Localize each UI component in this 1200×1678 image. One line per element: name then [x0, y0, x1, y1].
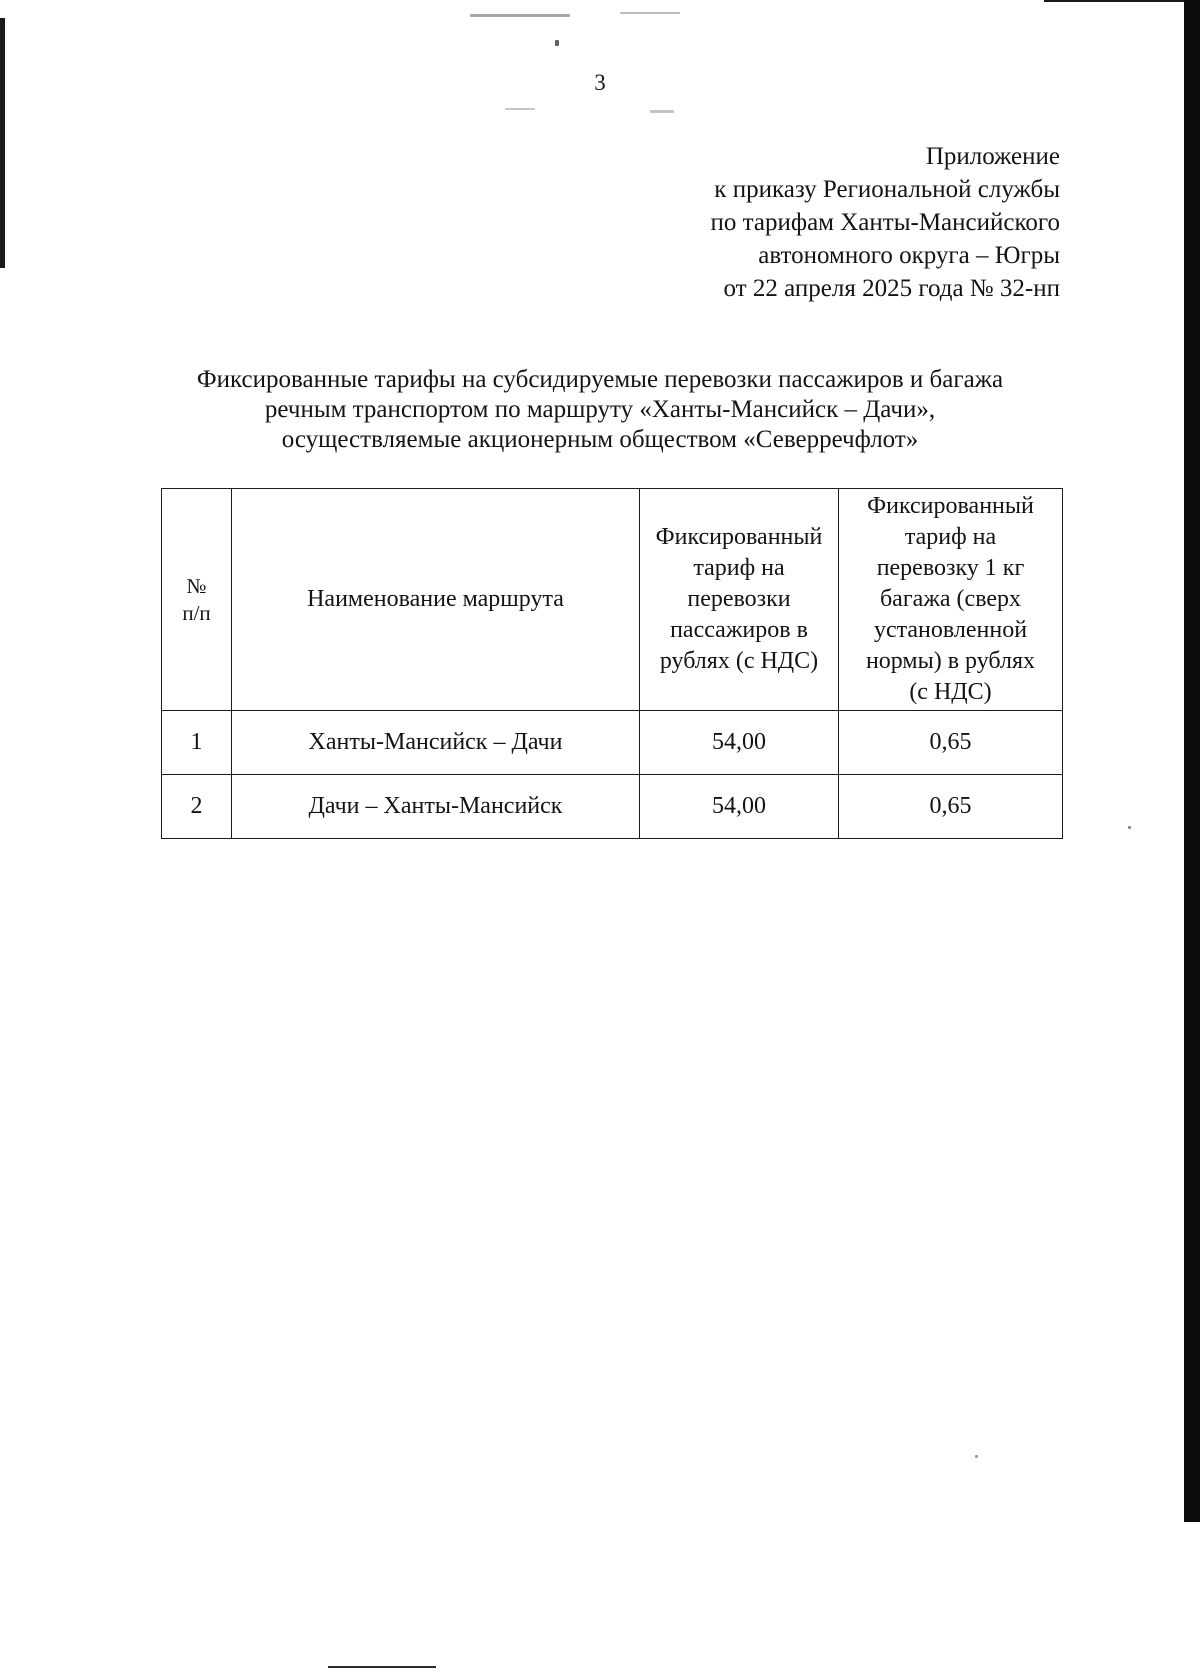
scan-edge-left: [0, 18, 5, 268]
scan-speck: [620, 12, 680, 14]
cell-passenger-tariff: 54,00: [640, 775, 839, 839]
cell-number: 2: [162, 775, 232, 839]
scan-edge-right: [1184, 0, 1200, 1522]
header-number: № п/п: [162, 489, 232, 711]
title-line: Фиксированные тарифы на субсидируемые перевозки пассажиров и багажа: [196, 366, 1004, 393]
appendix-line: автономного округа – Югры: [758, 242, 1060, 269]
scan-speck: [505, 108, 535, 110]
page-number: 3: [594, 70, 606, 95]
tariff-table: [161, 488, 1063, 839]
appendix-line: от 22 апреля 2025 года № 32-нп: [723, 275, 1060, 302]
scan-speck: [555, 40, 559, 46]
appendix-line: Приложение: [925, 143, 1060, 170]
scan-edge-top: [1044, 0, 1184, 2]
appendix-line: по тарифам Ханты-Мансийского: [710, 209, 1060, 236]
appendix-block: [711, 140, 1060, 305]
cell-number: 1: [162, 711, 232, 775]
table-header-row: [162, 489, 1063, 711]
table-row: [162, 775, 1063, 839]
header-route: Наименование маршрута: [232, 489, 640, 711]
cell-route: Дачи – Ханты-Мансийск: [232, 775, 640, 839]
scan-speck: [975, 1455, 978, 1458]
header-baggage-tariff: Фиксированный тариф на перевозку 1 кг багажа (сверх установленной нормы) в рублях (с НДС): [839, 489, 1063, 711]
cell-baggage-tariff: 0,65: [839, 711, 1063, 775]
table-row: [162, 711, 1063, 775]
header-passenger-tariff: Фиксированный тариф на перевозки пассажиров в рублях (с НДС): [640, 489, 839, 711]
cell-passenger-tariff: 54,00: [640, 711, 839, 775]
title-line: речным транспортом по маршруту «Ханты-Мансийск – Дачи»,: [264, 396, 936, 423]
document-title: [140, 365, 1060, 455]
scan-bottom-mark: [328, 1666, 436, 1668]
scan-speck: [470, 14, 570, 17]
scan-speck: [1128, 826, 1131, 829]
title-line: осуществляемые акционерным обществом «Северречфлот»: [281, 426, 919, 453]
cell-route: Ханты-Мансийск – Дачи: [232, 711, 640, 775]
scan-speck: [650, 110, 674, 113]
cell-baggage-tariff: 0,65: [839, 775, 1063, 839]
appendix-line: к приказу Региональной службы: [714, 176, 1060, 203]
